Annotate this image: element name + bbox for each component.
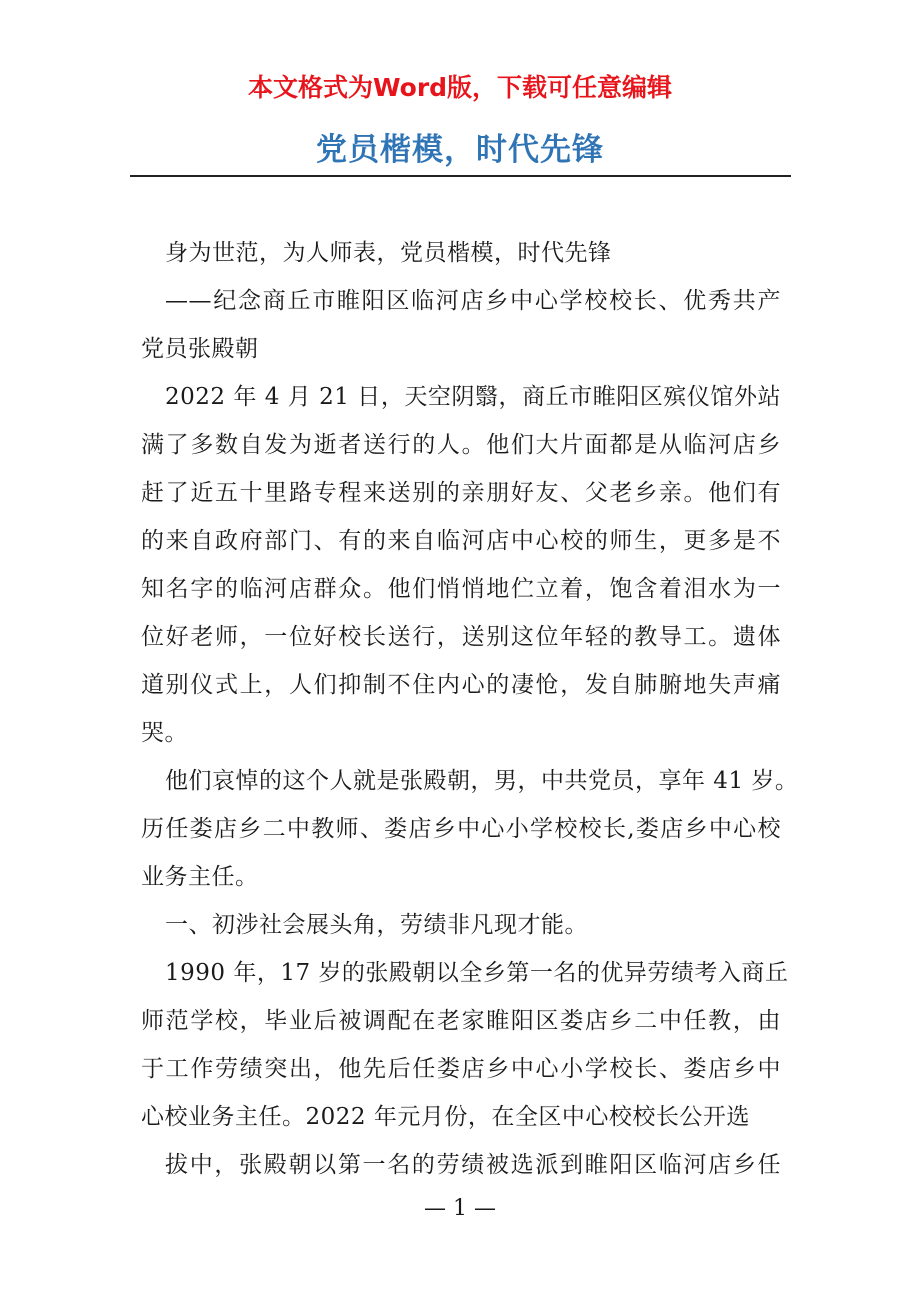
paragraph-line: 知名字的临河店群众。他们悄悄地伫立着，饱含着泪水为一 bbox=[141, 576, 781, 602]
section-heading: 一、初涉社会展头角，劳绩非凡现才能。 bbox=[165, 912, 588, 938]
paragraph-line: 的来自政府部门、有的来自临河店中心校的师生，更多是不 bbox=[141, 528, 781, 554]
paragraph-line: 赶了近五十里路专程来送别的亲朋好友、父老乡亲。他们有 bbox=[141, 480, 781, 506]
paragraph-line: 师范学校，毕业后被调配在老家睢阳区娄店乡二中任教，由 bbox=[141, 1008, 781, 1034]
paragraph-line: 2022 年 4 月 21 日，天空阴翳，商丘市睢阳区殡仪馆外站 bbox=[165, 384, 781, 410]
paragraph-line: 他们哀悼的这个人就是张殿朝，男，中共党员，享年 41 岁。 bbox=[165, 768, 799, 794]
paragraph-line: 拔中，张殿朝以第一名的劳绩被选派到睢阳区临河店乡任 bbox=[165, 1152, 781, 1178]
paragraph-line: 满了多数自发为逝者送行的人。他们大片面都是从临河店乡 bbox=[141, 432, 781, 458]
paragraph-line: 于工作劳绩突出，他先后任娄店乡中心小学校长、娄店乡中 bbox=[141, 1056, 781, 1082]
paragraph-line: 1990 年，17 岁的张殿朝以全乡第一名的优异劳绩考入商丘 bbox=[165, 960, 789, 986]
download-notice: 本文格式为Word版，下载可任意编辑 bbox=[247, 73, 673, 102]
title-divider bbox=[130, 175, 791, 177]
paragraph-line: ——纪念商丘市睢阳区临河店乡中心学校校长、优秀共产 bbox=[165, 288, 781, 314]
paragraph-line: 身为世范，为人师表，党员楷模，时代先锋 bbox=[165, 240, 612, 266]
paragraph-line: 心校业务主任。2022 年元月份，在全区中心校校长公开选 bbox=[141, 1104, 750, 1130]
document-body bbox=[141, 229, 799, 1189]
page-number: — 1 — bbox=[424, 1196, 496, 1221]
paragraph-line: 党员张殿朝 bbox=[141, 336, 259, 362]
paragraph-line: 道别仪式上，人们抑制不住内心的凄怆，发自肺腑地失声痛 bbox=[141, 672, 781, 698]
paragraph-line: 业务主任。 bbox=[141, 864, 259, 890]
paragraph-line: 历任娄店乡二中教师、娄店乡中心小学校校长,娄店乡中心校 bbox=[141, 816, 781, 842]
paragraph-line: 位好老师，一位好校长送行，送别这位年轻的教导工。遗体 bbox=[141, 624, 781, 650]
document-title: 党员楷模，时代先锋 bbox=[316, 132, 604, 168]
paragraph-line: 哭。 bbox=[141, 720, 188, 746]
